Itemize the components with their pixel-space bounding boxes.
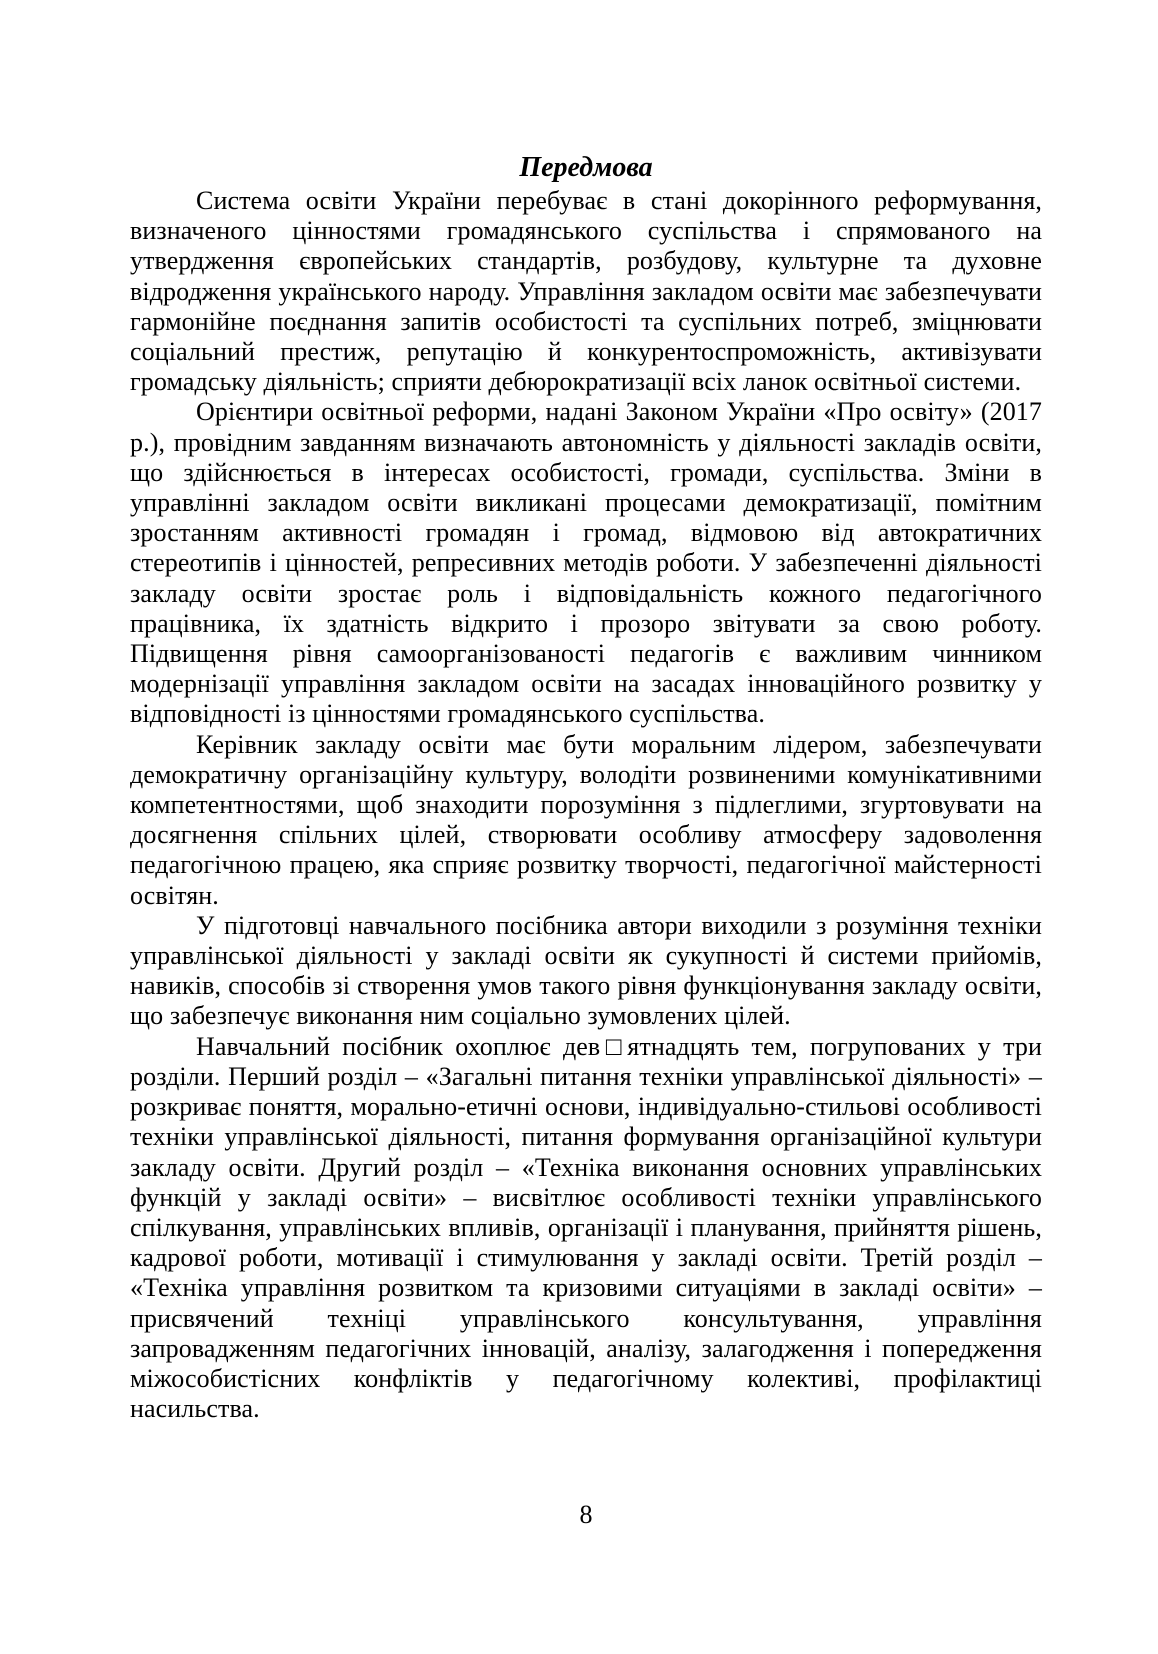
paragraph-manual-approach: У підготовці навчального посібника автори виходили з розуміння техніки управлінської діяльності у закладі освіти як сукупності й системи прийомів, навиків, способів зі створення умов такого рівня функціонування закладу освіти, що забезпечує виконання ним соціально зумовлених цілей.: [130, 910, 1042, 1031]
paragraph-intro: Система освіти України перебуває в стані докорінного реформування, визначеного цінностями громадянського суспільства і спрямованого на утвердження європейських стандартів, розбудову, культурне та духовне відродження українського народу. Управління закладом освіти має забезпечувати гармонійне поєднання запитів особистості та суспільних потреб, зміцнювати соціальний престиж, репутацію й конкурентоспроможність, активізувати громадську діяльність; сприяти дебюрократизації всіх ланок освітньої системи.: [130, 186, 1042, 397]
paragraph-reform-guidelines: Орієнтири освітньої реформи, надані Законом України «Про освіту» (2017 р.), провідним завданням визначають автономність у діяльності закладів освіти, що здійснюється в інтересах особистості, громади, суспільства. Зміни в управлінні закладом освіти викликані процесами демократизації, помітним зростанням активності громадян і громад, відмовою від автократичних стереотипів і цінностей, репресивних методів роботи. У забезпеченні діяльності закладу освіти зростає роль і відповідальність кожного педагогічного працівника, їх здатність відкрито і прозоро звітувати за свою роботу. Підвищення рівня самоорганізованості педагогів є важливим чинником модернізації управління закладом освіти на засадах інноваційного розвитку у відповідності із цінностями громадянського суспільства.: [130, 397, 1042, 729]
paragraph-manual-structure: Навчальний посібник охоплює дев□ятнадцять тем, погрупованих у три розділи. Перший розділ – «Загальні питання техніки управлінської діяльності» – розкриває поняття, морально-етичні основи, індивідуально-стильові особливості техніки управлінської діяльності, питання формування організаційної культури закладу освіти. Другий розділ – «Техніка виконання основних управлінських функцій у закладі освіти» – висвітлює особливості техніки управлінського спілкування, управлінських впливів, організації і планування, прийняття рішень, кадрової роботи, мотивації і стимулювання у закладі освіти. Третій розділ – «Техніка управління розвитком та кризовими ситуаціями в закладі освіти» – присвячений техніці управлінського консультування, управління запровадженням педагогічних інновацій, аналізу, залагодження і попередження міжособистісних конфліктів у педагогічному колективі, профілактиці насильства.: [130, 1031, 1042, 1424]
page-number: 8: [579, 1500, 593, 1529]
text-block: [130, 152, 1042, 1424]
page-title: Передмова: [519, 152, 653, 183]
paragraph-school-leader: Керівник закладу освіти має бути моральним лідером, забезпечувати демократичну організаційну культуру, володіти розвиненими комунікативними компетентностями, щоб знаходити порозуміння з підлеглими, згуртовувати на досягнення спільних цілей, створювати особливу атмосферу задоволення педагогічною працею, яка сприяє розвитку творчості, педагогічної майстерності освітян.: [130, 729, 1042, 910]
